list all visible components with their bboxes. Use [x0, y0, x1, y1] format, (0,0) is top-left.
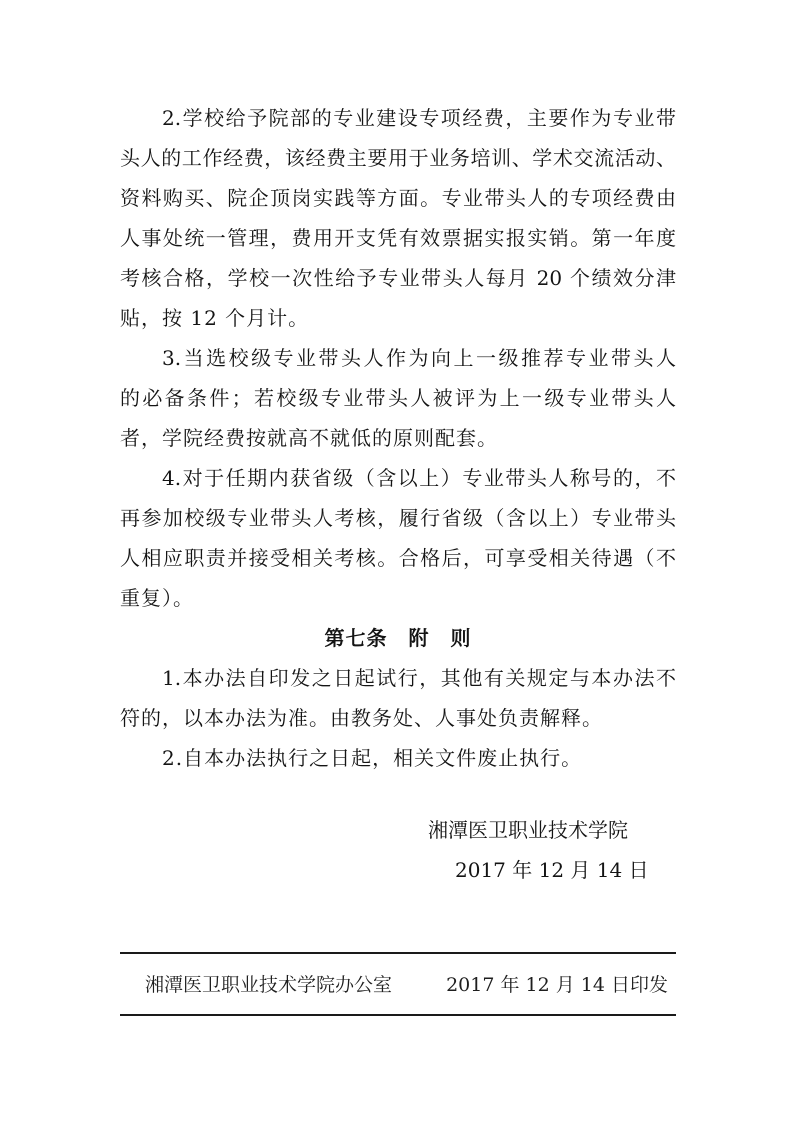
text-line: 人事处统一管理，费用开支凭有效票据实报实销。第一年度 — [120, 226, 676, 250]
article-heading: 第七条 附 则 — [324, 626, 472, 650]
paragraph — [120, 338, 676, 458]
text-line: 2.自本办法执行之日起，相关文件废止执行。 — [162, 746, 583, 770]
paragraph — [120, 658, 676, 738]
text-line: 的必备条件；若校级专业带头人被评为上一级专业带头人 — [120, 386, 676, 410]
text-line: 者，学院经费按就高不就低的原则配套。 — [120, 426, 498, 450]
text-line: 2.学校给予院部的专业建设专项经费，主要作为专业带 — [162, 106, 676, 130]
text-line: 人相应职责并接受相关考核。合格后，可享受相关待遇（不 — [120, 546, 676, 570]
text-line: 头人的工作经费，该经费主要用于业务培训、学术交流活动、 — [120, 146, 676, 170]
signature-organization: 湘潭医卫职业技术学院 — [428, 818, 628, 842]
text-line: 符的，以本办法为准。由教务处、人事处负责解释。 — [120, 706, 603, 730]
paragraph — [120, 458, 676, 618]
text-line: 1.本办法自印发之日起试行，其他有关规定与本办法不 — [162, 666, 676, 690]
text-line: 贴，按 12 个月计。 — [120, 306, 310, 330]
paragraph — [120, 738, 676, 778]
footer-top-rule — [120, 952, 676, 954]
footer-issue-date: 2017 年 12 月 14 日印发 — [446, 974, 668, 996]
signature-date: 2017 年 12 月 14 日 — [455, 858, 649, 882]
document-body — [120, 98, 676, 778]
footer-bottom-rule — [120, 1014, 676, 1016]
text-line: 3.当选校级专业带头人作为向上一级推荐专业带头人 — [162, 346, 676, 370]
text-line: 重复）。 — [120, 586, 194, 610]
text-line: 4.对于任期内获省级（含以上）专业带头人称号的，不 — [162, 466, 676, 490]
text-line: 资料购买、院企顶岗实践等方面。专业带头人的专项经费由 — [120, 186, 676, 210]
footer-issuer: 湘潭医卫职业技术学院办公室 — [145, 974, 393, 996]
paragraph — [120, 98, 676, 338]
text-line: 再参加校级专业带头人考核，履行省级（含以上）专业带头 — [120, 506, 676, 530]
text-line: 考核合格，学校一次性给予专业带头人每月 20 个绩效分津 — [120, 266, 676, 290]
